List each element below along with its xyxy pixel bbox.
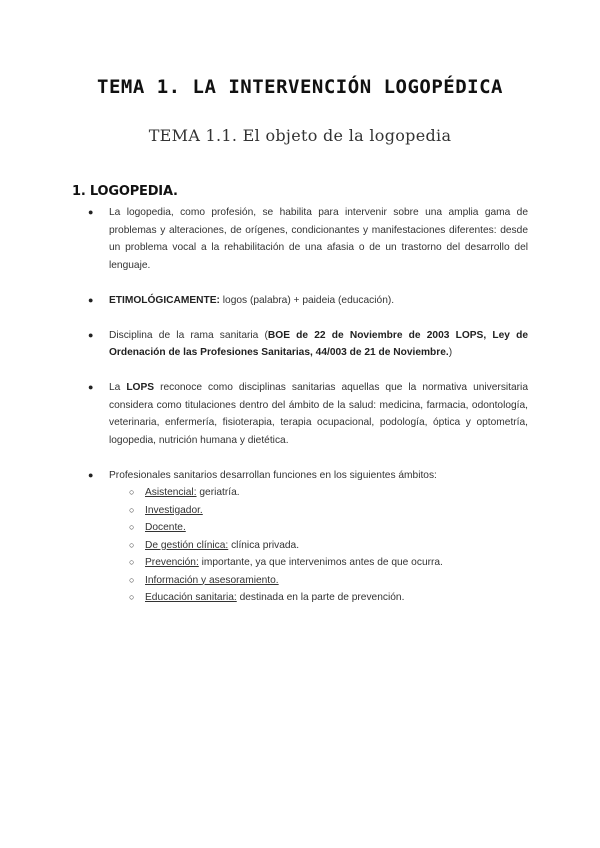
circle-bullet-icon: ○ [129, 504, 135, 515]
list-item [72, 379, 528, 449]
section-heading: 1. LOGOPEDIA. [72, 184, 178, 199]
list-item [72, 467, 528, 607]
circle-bullet-icon: ○ [129, 592, 135, 602]
sub-item-text: destinada en la parte de prevención. [236, 592, 405, 603]
bullet-text: Disciplina de la rama sanitaria ( [109, 329, 268, 341]
bullet-text-end: ) [448, 347, 453, 358]
page-subtitle: TEMA 1.1. El objeto de la logopedia [148, 126, 452, 145]
bullet-text: La logopedia, como profesión, se habilita para intervenir sobre una amplia gama de problemas y alteraciones, de orígenes, condicionantes y manifestaciones diferentes: desde un problema vocal a la rehabilitación de una afasia o de un trastorno del desarrollo del lenguaje. [109, 207, 528, 271]
bullet-text: La [109, 382, 127, 393]
bullet-icon: ● [88, 329, 94, 340]
bullet-bold-text: BOE de 22 de Noviembre de 2003 LOPS, Ley de Ordenación de las Profesiones Sanitarias, 44/003 de 21 de Noviembre. [109, 329, 528, 358]
sub-list-item [109, 537, 528, 555]
bullet-list [72, 204, 528, 624]
sub-item-label: Prevención: [145, 557, 199, 568]
bullet-bold-text: ETIMOLÓGICAMENTE: [109, 294, 220, 306]
sub-list-item [109, 484, 528, 502]
sub-list [109, 484, 528, 607]
sub-item-text: geriatría. [196, 487, 240, 498]
list-item [72, 327, 528, 362]
circle-bullet-icon: ○ [129, 557, 135, 567]
sub-list-item [109, 572, 528, 590]
sub-item-text: clínica privada. [228, 539, 300, 551]
sub-item-text: importante, ya que intervenimos antes de que ocurra. [198, 557, 443, 568]
sub-item-label: Asistencial: [145, 487, 197, 498]
circle-bullet-icon: ○ [129, 539, 135, 550]
sub-item-label: Docente. [145, 522, 186, 533]
bullet-text: Profesionales sanitarios desarrollan funciones en los siguientes ámbitos: [109, 469, 437, 481]
bullet-icon: ● [88, 207, 94, 217]
sub-item-label: Educación sanitaria: [145, 592, 237, 603]
page-title: TEMA 1. LA INTERVENCIÓN LOGOPÉDICA [97, 76, 503, 98]
sub-item-label: Investigador. [145, 504, 203, 516]
bullet-bold-text: LOPS [126, 382, 155, 393]
sub-list-item [109, 589, 528, 607]
bullet-text: logos (palabra) + paideia (educación). [219, 294, 395, 306]
sub-list-item [109, 554, 528, 572]
circle-bullet-icon: ○ [129, 522, 135, 532]
circle-bullet-icon: ○ [129, 487, 135, 497]
sub-list-item [109, 502, 528, 520]
bullet-text: reconoce como disciplinas sanitarias aquellas que la normativa universitaria considera como titulaciones dentro del ámbito de la salud: medicina, farmacia, odontología, veterinaria, enfermería, fisioterapia, terapia ocupacional, podología, óptica y optometría, logopedia, nutrición humana y dietética. [109, 382, 528, 446]
list-item [72, 292, 528, 310]
bullet-icon: ● [88, 294, 94, 305]
list-item [72, 204, 528, 274]
circle-bullet-icon: ○ [129, 574, 135, 585]
bullet-icon: ● [88, 382, 94, 392]
sub-list-item [109, 519, 528, 537]
bullet-icon: ● [88, 469, 94, 480]
sub-item-label: Información y asesoramiento. [145, 574, 279, 586]
sub-item-label: De gestión clínica: [145, 539, 229, 551]
